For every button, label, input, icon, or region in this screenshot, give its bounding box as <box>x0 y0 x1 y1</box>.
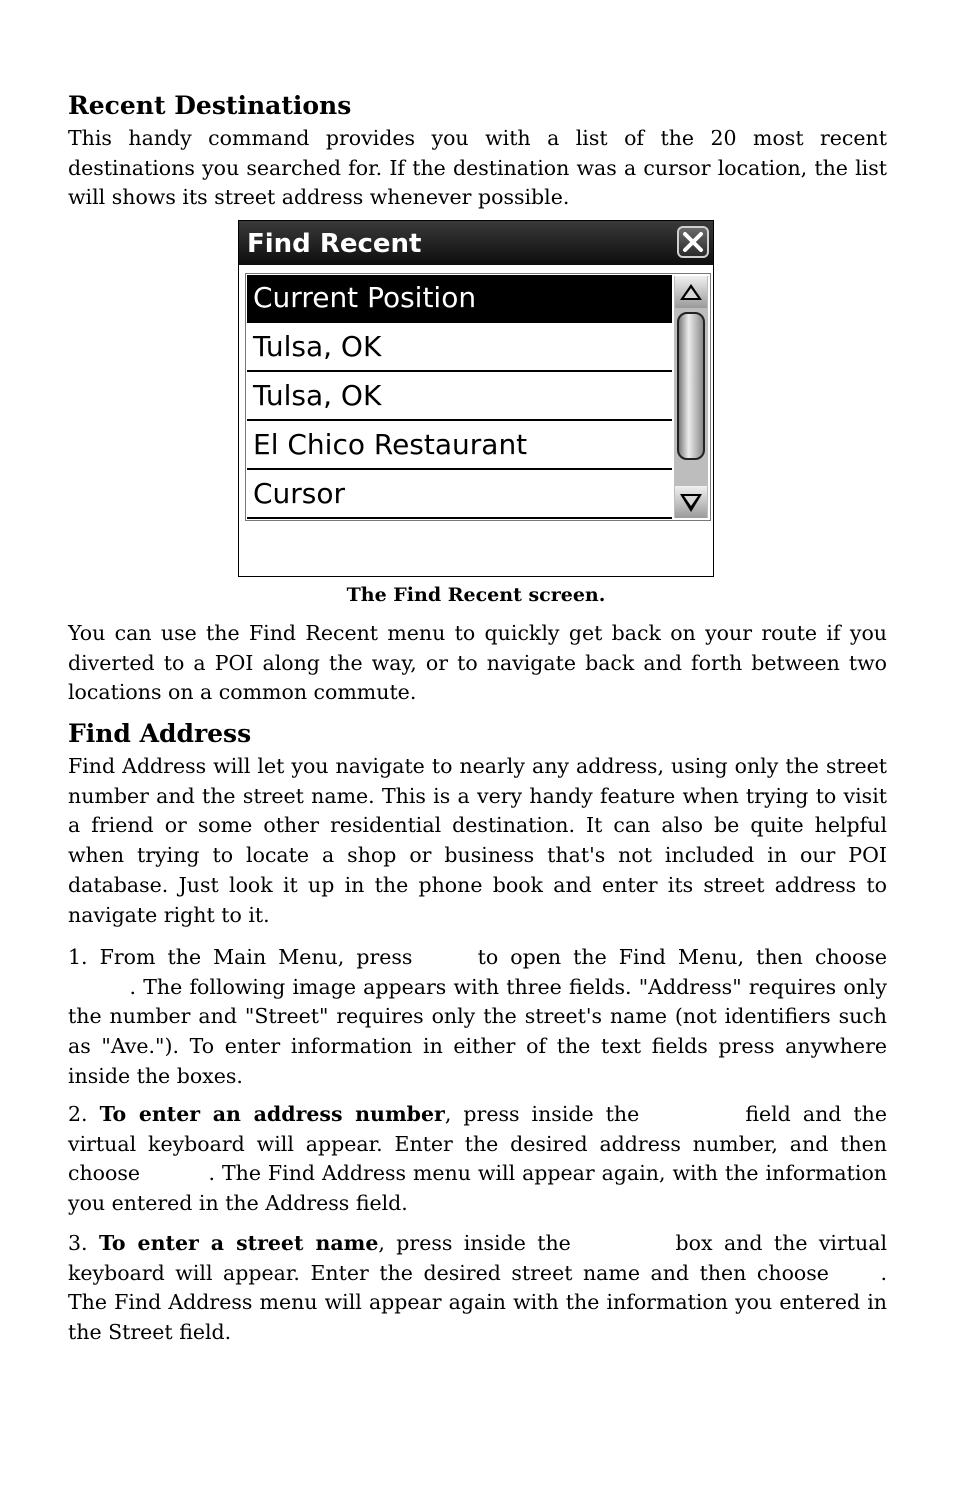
list-item-label: Tulsa, OK <box>253 379 382 412</box>
close-x-icon[interactable] <box>677 226 709 258</box>
list-item-label: Current Position <box>253 281 477 314</box>
list-item-label: Tulsa, OK <box>253 330 382 363</box>
list-item[interactable] <box>247 471 672 519</box>
find-address-body: Find Address will let you navigate to nearly any address, using only the street number and the street name. This is a very handy feature when trying to visit a friend or some other residential destination. It can also be quite helpful when trying to locate a shop or business that's not included in our POI database. Just look it up in the phone book and enter its street address to navigate right to it. <box>68 754 887 927</box>
scrollbar[interactable] <box>674 276 708 518</box>
section-find-address <box>68 718 887 930</box>
find-recent-usage-text: You can use the Find Recent menu to quickly get back on your route if you diverted to a POI along the way, or to navigate back and forth between two locations on a common commute. <box>68 621 887 705</box>
screen-title-bar <box>239 221 713 265</box>
step-2-rest: , press inside the field and the virtual keyboard will appear. Enter the desired address number, and then choose . The Find Address menu will appear again, with the information you entered in the Address field. <box>68 1102 888 1216</box>
figure-caption: The Find Recent screen. <box>346 584 606 606</box>
step-2-bold: To enter an address number <box>99 1102 445 1126</box>
find-recent-usage <box>68 619 887 708</box>
scroll-down-arrow-icon[interactable] <box>675 486 707 518</box>
list-item-label: Cursor <box>253 477 346 510</box>
step-2 <box>68 1100 887 1219</box>
step-3-rest: , press inside the box and the virtual keyboard will appear. Enter the desired street name and then choose . The Find Address menu will appear again with the information you entered in the Street field. <box>68 1231 887 1345</box>
list-item[interactable] <box>247 275 672 323</box>
list-item[interactable] <box>247 324 672 372</box>
step-2-text <box>68 1100 887 1219</box>
section-recent-destinations <box>68 90 887 213</box>
recent-destinations-body: This handy command provides you with a list of the 20 most recent destinations you searched for. If the destination was a cursor location, the list will shows its street address whenever possible. <box>68 126 887 210</box>
step-3 <box>68 1229 887 1348</box>
scroll-thumb[interactable] <box>677 312 705 460</box>
heading-recent-destinations: Recent Destinations <box>68 91 352 120</box>
step-1-text: 1. From the Main Menu, press to open the Find Menu, then choose . The following image appears with three fields. "Address" requires only the number and "Street" requires only the street's name (not identifiers such as "Ave."). To enter information in either of the text fields press anywhere inside the boxes. <box>68 945 887 1088</box>
step-1 <box>68 943 887 1092</box>
heading-find-address: Find Address <box>68 719 252 748</box>
step-3-text <box>68 1229 887 1348</box>
list-item-label: El Chico Restaurant <box>253 428 528 461</box>
step-3-bold: To enter a street name <box>98 1231 379 1255</box>
list-item[interactable] <box>247 373 672 421</box>
screen-title: Find Recent <box>247 229 422 259</box>
list-item[interactable] <box>247 422 672 470</box>
step-2-number: 2. <box>68 1102 100 1126</box>
find-recent-screen <box>238 220 714 577</box>
recent-list <box>245 273 711 521</box>
step-3-number: 3. <box>68 1231 99 1255</box>
scroll-up-arrow-icon[interactable] <box>675 276 707 308</box>
